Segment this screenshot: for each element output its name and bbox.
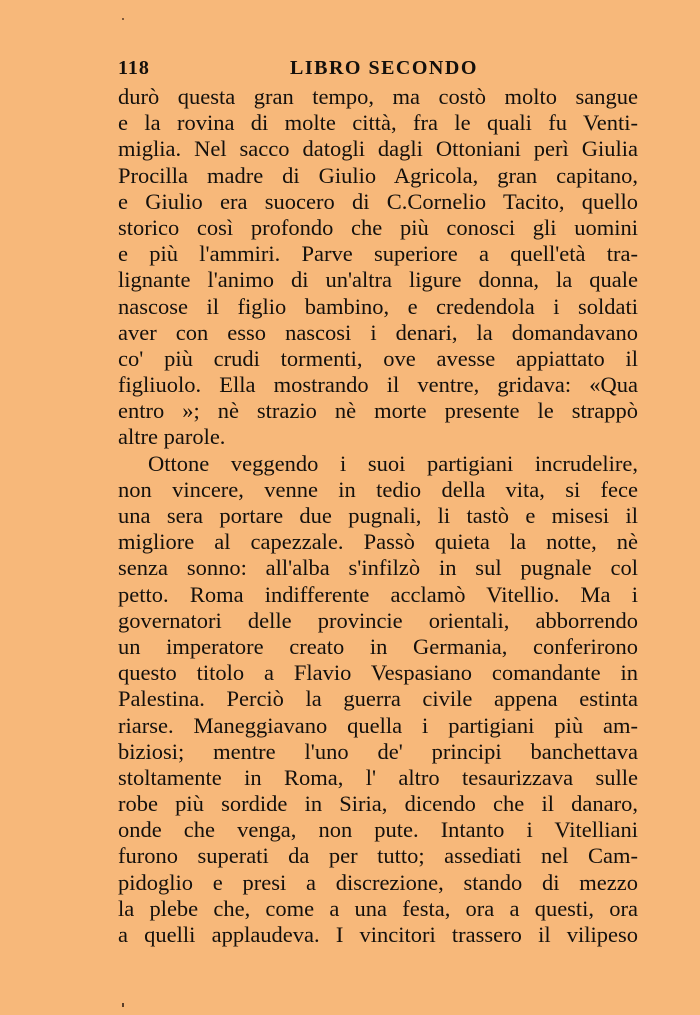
paper-speck (122, 1003, 124, 1007)
text-line: durò questa gran tempo, ma costò molto sangue (118, 84, 638, 109)
text-line: un imperatore creato in Germania, conferirono (118, 633, 638, 659)
text-line: una sera portare due pugnali, li tastò e misesi il (118, 503, 638, 528)
text-line: biziosi; mentre l'uno de' principi banchettava (118, 738, 638, 764)
text-line: e la rovina di molte città, fra le quali fu Venti- (118, 110, 638, 136)
text-line: figliuolo. Ella mostrando il ventre, gridava: «Qua (118, 372, 638, 398)
text-line: stoltamente in Roma, l' altro tesaurizzava sulle (118, 764, 638, 790)
text-line: questo titolo a Flavio Vespasiano comandante in (118, 660, 638, 686)
text-line: pidoglio e presi a discrezione, stando di mezzo (118, 869, 638, 895)
text-line: entro »; nè strazio nè morte presente le strappò (118, 398, 638, 424)
text-line: Palestina. Perciò la guerra civile appena estinta (118, 686, 638, 712)
text-line: non vincere, venne in tedio della vita, si fece (118, 476, 638, 502)
text-line: lignante l'animo di un'altra ligure donna, la quale (118, 267, 638, 293)
text-line: senza sonno: all'alba s'infilzò in sul pugnale col (118, 555, 638, 581)
text-line: furono superati da per tutto; assediati nel Cam- (118, 843, 638, 869)
text-line: onde che venga, non pute. Intanto i Vitelliani (118, 817, 638, 843)
text-line: a quelli applaudeva. I vincitori trassero il vilipeso (118, 922, 638, 947)
text-line: e Giulio era suocero di C.Cornelio Tacito, quello (118, 188, 638, 214)
text-line: riarse. Maneggiavano quella i partigiani più am- (118, 712, 638, 738)
text-line: migliore al capezzale. Passò quieta la notte, nè (118, 529, 638, 555)
body-text (118, 84, 638, 948)
text-line: storico così profondo che più conosci gli uomini (118, 214, 638, 240)
running-title: LIBRO SECONDO (290, 57, 478, 79)
text-line: robe più sordide in Siria, dicendo che il danaro, (118, 791, 638, 817)
text-line: petto. Roma indifferente acclamò Vitellio. Ma i (118, 581, 638, 607)
text-line: nascose il figlio bambino, e credendola i soldati (118, 293, 638, 319)
text-line: aver con esso nascosi i denari, la domandavano (118, 319, 638, 345)
paragraph-first-line: Ottone veggendo i suoi partigiani incrudelire, (148, 450, 638, 476)
text-line: e più l'ammiri. Parve superiore a quell'età tra- (118, 241, 638, 267)
text-line: la plebe che, come a una festa, ora a questi, ora (118, 895, 638, 921)
text-line: governatori delle provincie orientali, abborrendo (118, 607, 638, 633)
paragraph-last-line: altre parole. (118, 424, 226, 450)
paper-speck (122, 18, 124, 20)
text-line: Procilla madre di Giulio Agricola, gran capitano, (118, 162, 638, 188)
text-line: co' più crudi tormenti, ove avesse appiattato il (118, 345, 638, 371)
running-head (118, 57, 638, 87)
text-line: miglia. Nel sacco datogli dagli Ottoniani perì Giulia (118, 136, 638, 162)
page-number: 118 (118, 57, 150, 79)
